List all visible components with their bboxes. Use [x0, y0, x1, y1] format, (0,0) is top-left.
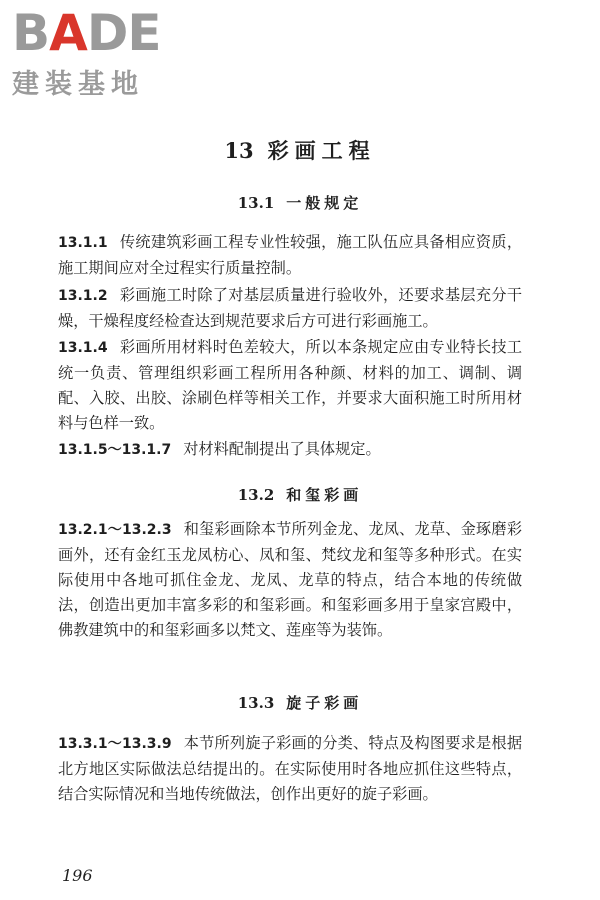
clause-paragraph: 13.3.1～13.3.9 本节所列旋子彩画的分类、特点及构图要求是根据北方地区实际做法总结提出的。在实际使用时各地应抓住这些特点，结合实际情况和当地传统做法，创作出更好的旋子彩画。 — [58, 734, 523, 803]
clause-number: 13.3.1～13.3.9 — [58, 736, 172, 752]
section-title: 13.1 一般规定 — [237, 194, 363, 212]
logo-wordmark: BADE — [12, 4, 161, 62]
clause-paragraph: 13.2.1～13.2.3 和玺彩画除本节所列金龙、龙凤、龙草、金琢磨彩画外，还有金红玉龙凤枋心、凤和玺、梵纹龙和玺等多种形式。在实际使用中各地可抓住金龙、龙凤、龙草的特点，结合本地的传统做法，创造出更加丰富多彩的和玺彩画。和玺彩画多用于皇家宫殿中，佛教建筑中的和玺彩画多以梵文、莲座等为装饰。 — [58, 520, 523, 639]
clause-paragraph: 13.1.5～13.1.7 对材料配制提出了具体规定。 — [58, 440, 381, 458]
clause-number: 13.1.5～13.1.7 — [58, 442, 172, 458]
logo — [12, 4, 161, 101]
clause-paragraph: 13.1.4 彩画所用材料时色差较大，所以本条规定应由专业特长技工统一负责、管理组织彩画工程所用各种颜、材料的加工、调制、调配、入胶、出胶、涂刷色样等相关工作，并要求大面积施工时所用材料与色样一致。 — [58, 338, 522, 432]
section-title: 13.2 和玺彩画 — [237, 486, 363, 504]
chapter-name: 彩画工程 — [267, 138, 376, 163]
clause-paragraph: 13.1.1 传统建筑彩画工程专业性较强，施工队伍应具备相应资质，施工期间应对全过程实行质量控制。 — [58, 233, 522, 277]
chapter-number: 13 — [224, 138, 254, 163]
clause-number: 13.1.1 — [58, 235, 108, 251]
page-number: 196 — [62, 866, 93, 885]
clause-number: 13.1.2 — [58, 288, 108, 304]
section-title: 13.3 旋子彩画 — [237, 694, 363, 712]
clause-number: 13.2.1～13.2.3 — [58, 522, 172, 538]
clause-paragraph: 13.1.2 彩画施工时除了对基层质量进行验收外，还要求基层充分干燥，干燥程度经检查达到规范要求后方可进行彩画施工。 — [58, 286, 522, 330]
chapter-title — [0, 135, 600, 165]
clause-number: 13.1.4 — [58, 340, 108, 356]
logo-subtitle: 建装基地 — [12, 69, 144, 100]
